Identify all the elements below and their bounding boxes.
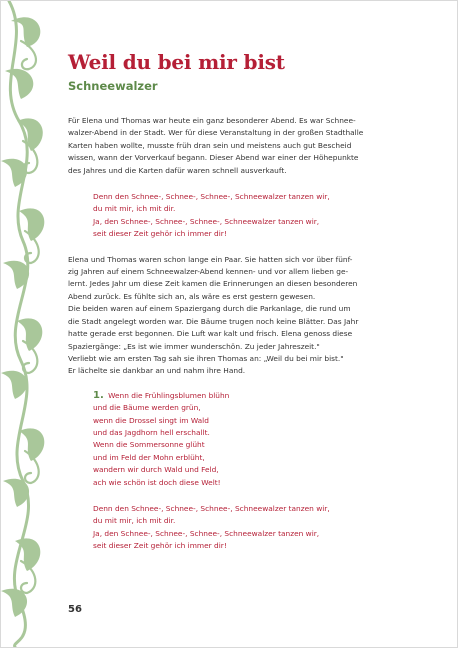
verse-number: 1.	[93, 389, 104, 401]
refrain-line: Ja, den Schnee-, Schnee-, Schnee-, Schneewalzer tanzen wir,	[93, 216, 320, 226]
text-line: die Stadt angelegt worden war. Die Bäume trugen noch keine Blätter. Das Jahr	[68, 316, 359, 326]
verse-line: und das Jagdhorn hell erschallt.	[93, 427, 210, 437]
page-number: 56	[68, 604, 82, 615]
intro-paragraph	[68, 115, 386, 177]
text-line: Abend zurück. Es fühlte sich an, als wäre es erst gestern gewesen.	[68, 291, 316, 301]
verse-line-first	[93, 390, 386, 402]
story-paragraph	[68, 254, 386, 378]
verse-line: wandern wir durch Wald und Feld,	[93, 465, 219, 475]
floral-vine-ornament-icon	[1, 1, 53, 647]
text-line: Verliebt wie am ersten Tag sah sie ihren Thomas an: „Weil du bei mir bist."	[68, 353, 344, 363]
text-line: Die beiden waren auf einem Spaziergang durch die Parkanlage, die rund um	[68, 304, 351, 314]
verse-block	[93, 390, 386, 489]
text-line: hatte gerade erst begonnen. Die Luft war kalt und frisch. Elena genoss diese	[68, 329, 353, 339]
text-line: zig Jahren auf einem Schneewalzer-Abend kennen- und vor allem lieben ge-	[68, 267, 349, 277]
refrain-block	[93, 503, 386, 553]
verse-line: und im Feld der Mohn erblüht,	[93, 452, 205, 462]
text-line: wissen, wann der Vorverkauf begann. Dieser Abend war einer der Höhepunkte	[68, 153, 359, 163]
refrain-line: seit dieser Zeit gehör ich immer dir!	[93, 229, 227, 239]
verse-line: Wenn die Frühlingsblumen blühn	[108, 390, 230, 400]
refrain-block	[93, 191, 386, 241]
text-line: Für Elena und Thomas war heute ein ganz besonderer Abend. Es war Schnee-	[68, 116, 356, 125]
refrain-line: du mit mir, ich mit dir.	[93, 516, 176, 526]
refrain-line: du mit mir, ich mit dir.	[93, 204, 176, 214]
text-line: walzer-Abend in der Stadt. Wer für diese Veranstaltung in der großen Stadthalle	[68, 128, 364, 138]
page-subtitle: Schneewalzer	[68, 79, 158, 93]
page-title: Weil du bei mir bist	[68, 50, 285, 74]
verse-line: Wenn die Sommersonne glüht	[93, 440, 205, 450]
text-line: Spaziergänge: „Es ist wie immer wunderschön. Zu jeder Jahreszeit."	[68, 341, 320, 351]
refrain-line: Ja, den Schnee-, Schnee-, Schnee-, Schneewalzer tanzen wir,	[93, 528, 320, 538]
refrain-line: Denn den Schnee-, Schnee-, Schnee-, Schneewalzer tanzen wir,	[93, 503, 330, 513]
text-line: Elena und Thomas waren schon lange ein Paar. Sie hatten sich vor über fünf-	[68, 254, 353, 264]
text-line: Er lächelte sie dankbar an und nahm ihre Hand.	[68, 366, 246, 376]
page-content	[68, 49, 386, 553]
verse-line: wenn die Drossel singt im Wald	[93, 415, 209, 425]
text-line: lernt. Jedes Jahr um diese Zeit kamen die Erinnerungen an diesen besonderen	[68, 279, 358, 289]
text-line: des Jahres und die Karten dafür waren schnell ausverkauft.	[68, 165, 287, 175]
refrain-line: seit dieser Zeit gehör ich immer dir!	[93, 541, 227, 551]
text-line: Karten haben wollte, musste früh dran sein und meistens auch gut Bescheid	[68, 140, 352, 150]
verse-line: ach wie schön ist doch diese Welt!	[93, 477, 221, 487]
refrain-line: Denn den Schnee-, Schnee-, Schnee-, Schneewalzer tanzen wir,	[93, 192, 330, 202]
verse-line: und die Bäume werden grün,	[93, 403, 201, 413]
